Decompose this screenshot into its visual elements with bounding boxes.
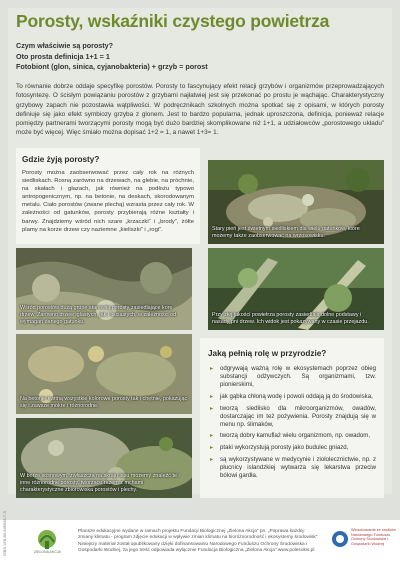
where-text: Porosty można zaobserwować przez cały rok na różnych siedliskach. Rosną zarówno na drzewach, na glebie, na próchnie, na skałach i głazach, jak również na podłożu typowo antropogenicznym, np. na betonie, na deskach, skorodowanym metalu. Ciało porostów (zwane plechą) wzrasta przez cały rok. W zależności od gatunków, porosty przybierają różne kształty i barwy. Znajdziemy wśród nich szare „krzaczki” i „brody”, żółte plamy na korze drzew czy naziemne „kieliszki” i „rogi”.	[22, 170, 194, 233]
poster-title: Porosty, wskaźniki czystego powietrza	[16, 11, 330, 31]
role-title: Jaką pełnią rolę w przyrodzie?	[208, 349, 327, 358]
isbn-code: ISBN 978-83-949528-7-3	[2, 511, 7, 556]
role-section	[200, 338, 384, 498]
intro-question-3: Fotobiont (glon, sinica, cyjanobakteria) + grzyb = porost	[16, 62, 208, 71]
photo-branches	[208, 248, 384, 330]
where-section	[16, 148, 200, 244]
footer	[0, 520, 400, 563]
photo-forest-floor	[16, 418, 192, 498]
photo-branches-caption: Przy złej jakości powietrza porosty zasiedlają dolne podstawy i nasady pni drzew. Ich widok jest pokazywany w czasie przejazdu.	[212, 312, 369, 325]
role-item: ▸ jak gąbka chłoną wodę i powoli oddają ją do środowiska,	[210, 393, 376, 401]
intro-question-2: Oto prosta definicja 1+1 = 1	[16, 51, 110, 61]
role-item: ▸ odgrywają ważną rolę w ekosystemach poprzez obieg substancji odżywczych. Są organizmami, tzw. pionierskimi,	[210, 365, 376, 389]
logo-left-label: ZIELONA AKCJA	[34, 550, 61, 554]
photo-bark-caption: Wśród porostów dużą grupę stanowią porosty zasiedlające korę drzew. Zarówno drzew iglastych, jak i liściastych, w zależności od wymagań danego gatunku.	[20, 305, 177, 325]
photo-stump	[208, 160, 384, 244]
photo-stump-caption: Stary pień jest świetnym siedliskiem dla wielu gatunków, które możemy także zaobserwować na wrzosowisku.	[212, 226, 360, 239]
photo-concrete-caption: Na betonie kwitną wszystkie kolorowe porosty tak i chętnie, pokazując się i zawsze mokre i różnorodne.	[20, 396, 188, 409]
photo-forest-floor-caption: W borze sosnowym, zwłaszcza na skraju lasu możemy znaleźć te i inne różnorodne porosty, tworzące razem z mchami charakterystyczne zbiorowiska porostów i plechy.	[20, 473, 180, 493]
photo-bark	[16, 248, 192, 330]
role-item: ▸ są wykorzystywane w medycynie i ziołolecznictwie, np. z płucnicy islandzkiej wytwarza się lekarstwa przeciw bólowi gardła.	[210, 456, 376, 480]
intro-paragraph: To równanie dobrze oddaje specyfikę porostów. Porosty to fascynujący efekt relacji grzybów i organizmów przeprowadzających fotosyntezę. O ścisłym powiązaniu porostów z grzybami najłatwiej jest się przekonać po prostu je wąchając. Charakterystyczny grzybowy zapach nie pozostawia wątpliwości. W podręcznikach szkolnych można spotkać się z opisami, w których porosty definiuje się jako efekt symbiozy grzyba z glonem. Jest to bardzo popularna, jednak uproszczona, definicja, ponieważ relacje pomiędzy partnerami tworzącymi porosty mogą być dużo bardziej skomplikowane niż 1+1, a udziałowców „porostowego układu” może być więcej. Więc śmiało można dopisać 1+2 = 1, a nawet 1+3= 1.	[16, 83, 384, 137]
logo-right-label: Wlosobowanie ze środków Narodowego Funduszu Ochrony Środowiska i Gospodarki Wodnej	[351, 528, 396, 546]
role-item: ▸ ptaki wykorzystują porosty jako budulec gniazd,	[210, 444, 376, 452]
role-item: ▸ tworzą siedlisko dla mikroorganizmów, owadów, dostarczając im też pożywienia. Porosty znajdują się w menu np. ślimaków,	[210, 405, 376, 429]
role-item: ▸ tworzą dobry kamuflaż wielu organizmom, np. owadom,	[210, 432, 376, 440]
intro-question-1: Czym właściwie są porosty?	[16, 41, 114, 50]
intro-questions	[16, 41, 208, 73]
role-list	[210, 365, 376, 484]
footer-text: Plansze edukacyjne wydane w ramach projektu Fundacji Biologicznej „Zielona Akcja” pn. „Poprawa każdej: zmiany klimatu - program zdjęcie edukacji w wpływie zmian klimatu na bioróżnorodność i ekosystemy środowisk” Niniejszy materiał został opublikowany dzięki dofinansowaniu Narodowego Funduszu Ochrony Środowiska i Gospodarki Wodnej, za jego treść odpowiada wyłącznie Fundacja Biologiczna „Zielona Akcja” www.polesokis.pl	[78, 529, 318, 553]
where-title: Gdzie żyją porosty?	[22, 155, 100, 164]
photo-concrete	[16, 334, 192, 414]
